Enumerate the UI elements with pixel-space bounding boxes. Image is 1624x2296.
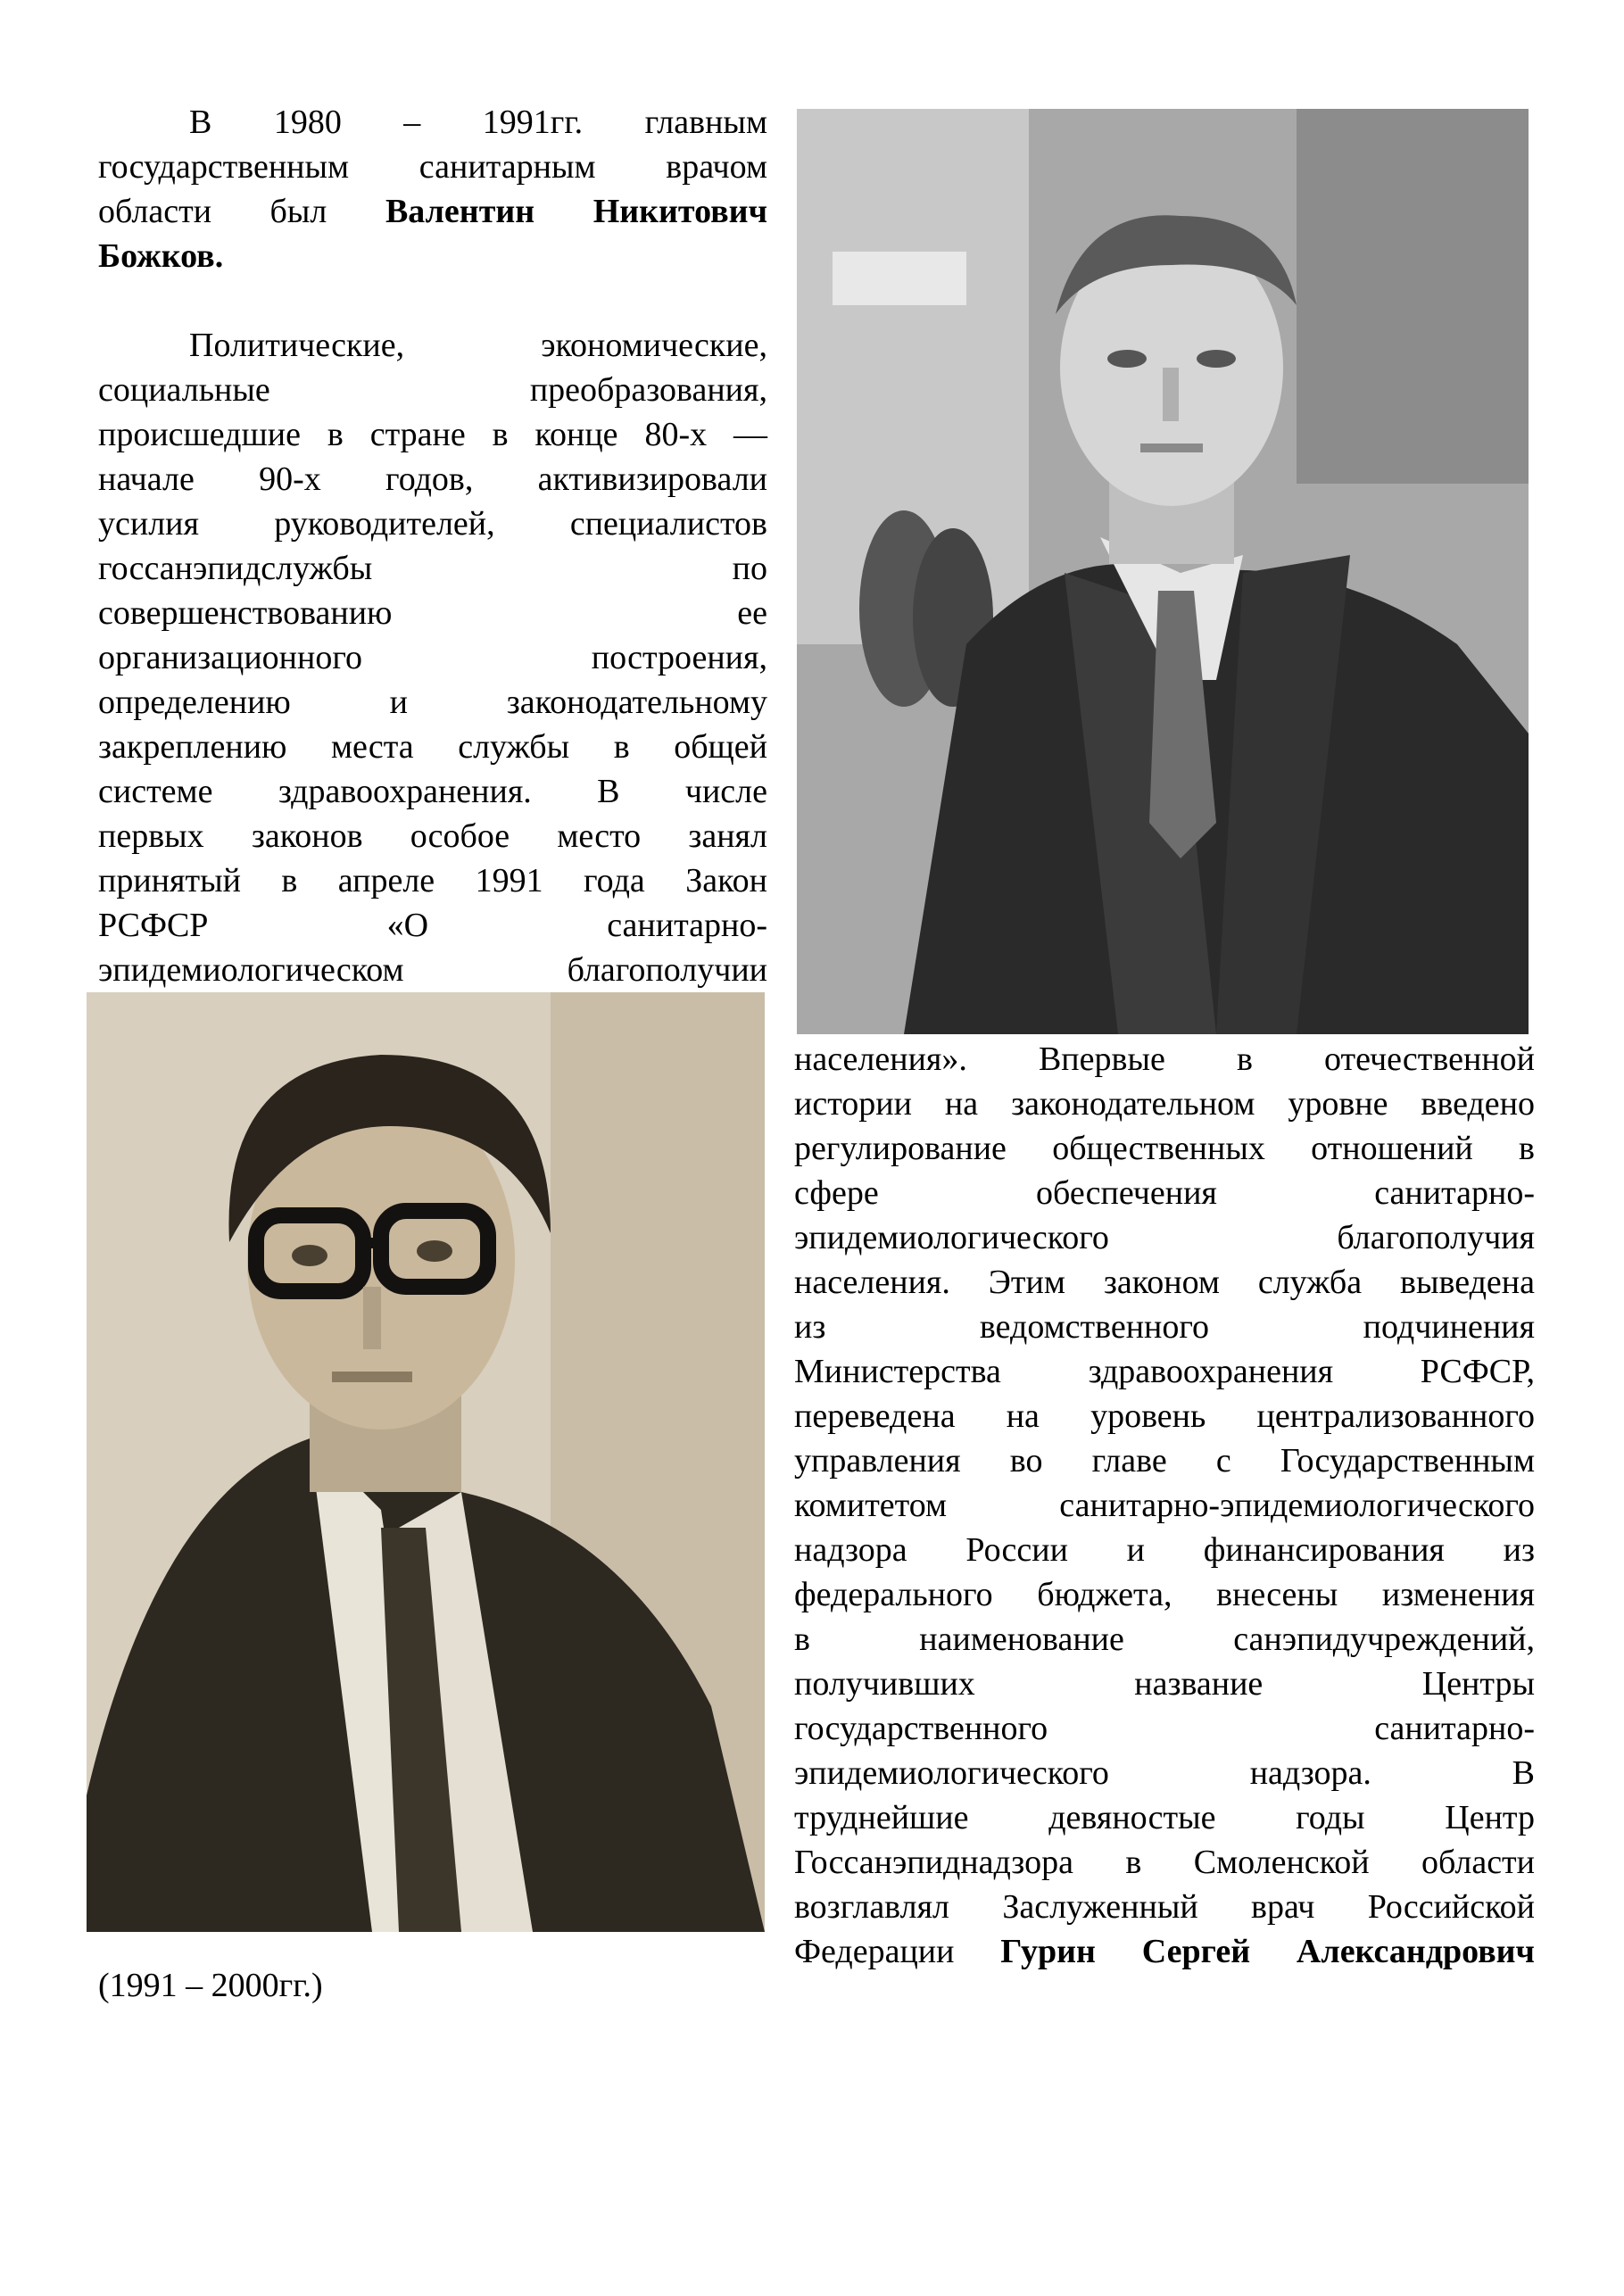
text-line — [98, 234, 767, 278]
paragraph-intro — [98, 100, 767, 278]
text-line: закреплению места службы в общей — [98, 728, 767, 766]
paragraph-reforms — [98, 323, 767, 992]
person-name-gurin: Гурин Сергей Александрович — [1000, 1933, 1535, 1970]
text-line: госсанэпидслужбы по — [98, 550, 767, 587]
text-line: населения. Этим законом служба выведена — [794, 1264, 1535, 1301]
text-line: государственным санитарным врачом — [98, 148, 767, 186]
text-line: сфере обеспечения санитарно- — [794, 1174, 1535, 1212]
person-surname-bozhkov: Божков. — [98, 237, 224, 275]
text-line: системе здравоохранения. В числе — [98, 773, 767, 810]
text-line: истории на законодательном уровне введено — [794, 1085, 1535, 1123]
right-column — [794, 1037, 1535, 1974]
text-line: надзора России и финансирования из — [794, 1531, 1535, 1569]
text-line: управления во главе с Государственным — [794, 1442, 1535, 1480]
person-name-bozhkov: Валентин Никитович — [385, 193, 767, 230]
text-line: первых законов особое место занял — [98, 817, 767, 855]
text-line — [794, 1929, 1535, 1974]
text-line: начале 90-х годов, активизировали — [98, 460, 767, 498]
text-line: федерального бюджета, внесены изменения — [794, 1576, 1535, 1613]
text-line: эпидемиологическом благополучии — [98, 951, 767, 989]
text-line: переведена на уровень централизованного — [794, 1397, 1535, 1435]
text-line: населения». Впервые в отечественной — [794, 1040, 1535, 1078]
text-line: комитетом санитарно-эпидемиологического — [794, 1487, 1535, 1524]
left-column — [98, 100, 767, 992]
text-line: РСФСР «О санитарно- — [98, 907, 767, 944]
text-line: получивших название Центры — [794, 1665, 1535, 1703]
text-line: эпидемиологического надзора. В — [794, 1754, 1535, 1792]
text-line: организационного построения, — [98, 639, 767, 676]
text-line: эпидемиологического благополучия — [794, 1219, 1535, 1256]
text-line: Политические, экономические, — [189, 327, 767, 364]
text-line: усилия руководителей, специалистов — [98, 505, 767, 543]
text-line: из ведомственного подчинения — [794, 1308, 1535, 1346]
text-line: определению и законодательному — [98, 684, 767, 721]
text-line: в наименование санэпидучреждений, — [794, 1620, 1535, 1658]
text-line: принятый в апреле 1991 года Закон — [98, 862, 767, 899]
paragraph-law — [794, 1037, 1535, 1974]
text-line: возглавлял Заслуженный врач Российской — [794, 1888, 1535, 1926]
text-line: совершенствованию ее — [98, 594, 767, 632]
text-line: Министерства здравоохранения РСФСР, — [794, 1353, 1535, 1390]
text-line: труднейшие девяностые годы Центр — [794, 1799, 1535, 1836]
portrait-photo-bozhkov — [797, 109, 1529, 1034]
years-caption: (1991 – 2000гг.) — [98, 1967, 323, 2004]
text-line: государственного санитарно- — [794, 1710, 1535, 1747]
text-line: Госсанэпиднадзора в Смоленской области — [794, 1844, 1535, 1881]
text-line: социальные преобразования, — [98, 371, 767, 409]
text-line: В 1980 – 1991гг. главным — [189, 104, 767, 141]
portrait-photo-gurin — [87, 992, 765, 1932]
text-fragment: Федерации — [794, 1933, 1001, 1970]
text-line: происшедшие в стране в конце 80-х — — [98, 416, 767, 453]
text-line — [98, 189, 767, 234]
text-line: регулирование общественных отношений в — [794, 1130, 1535, 1167]
text-fragment: области был — [98, 193, 385, 230]
